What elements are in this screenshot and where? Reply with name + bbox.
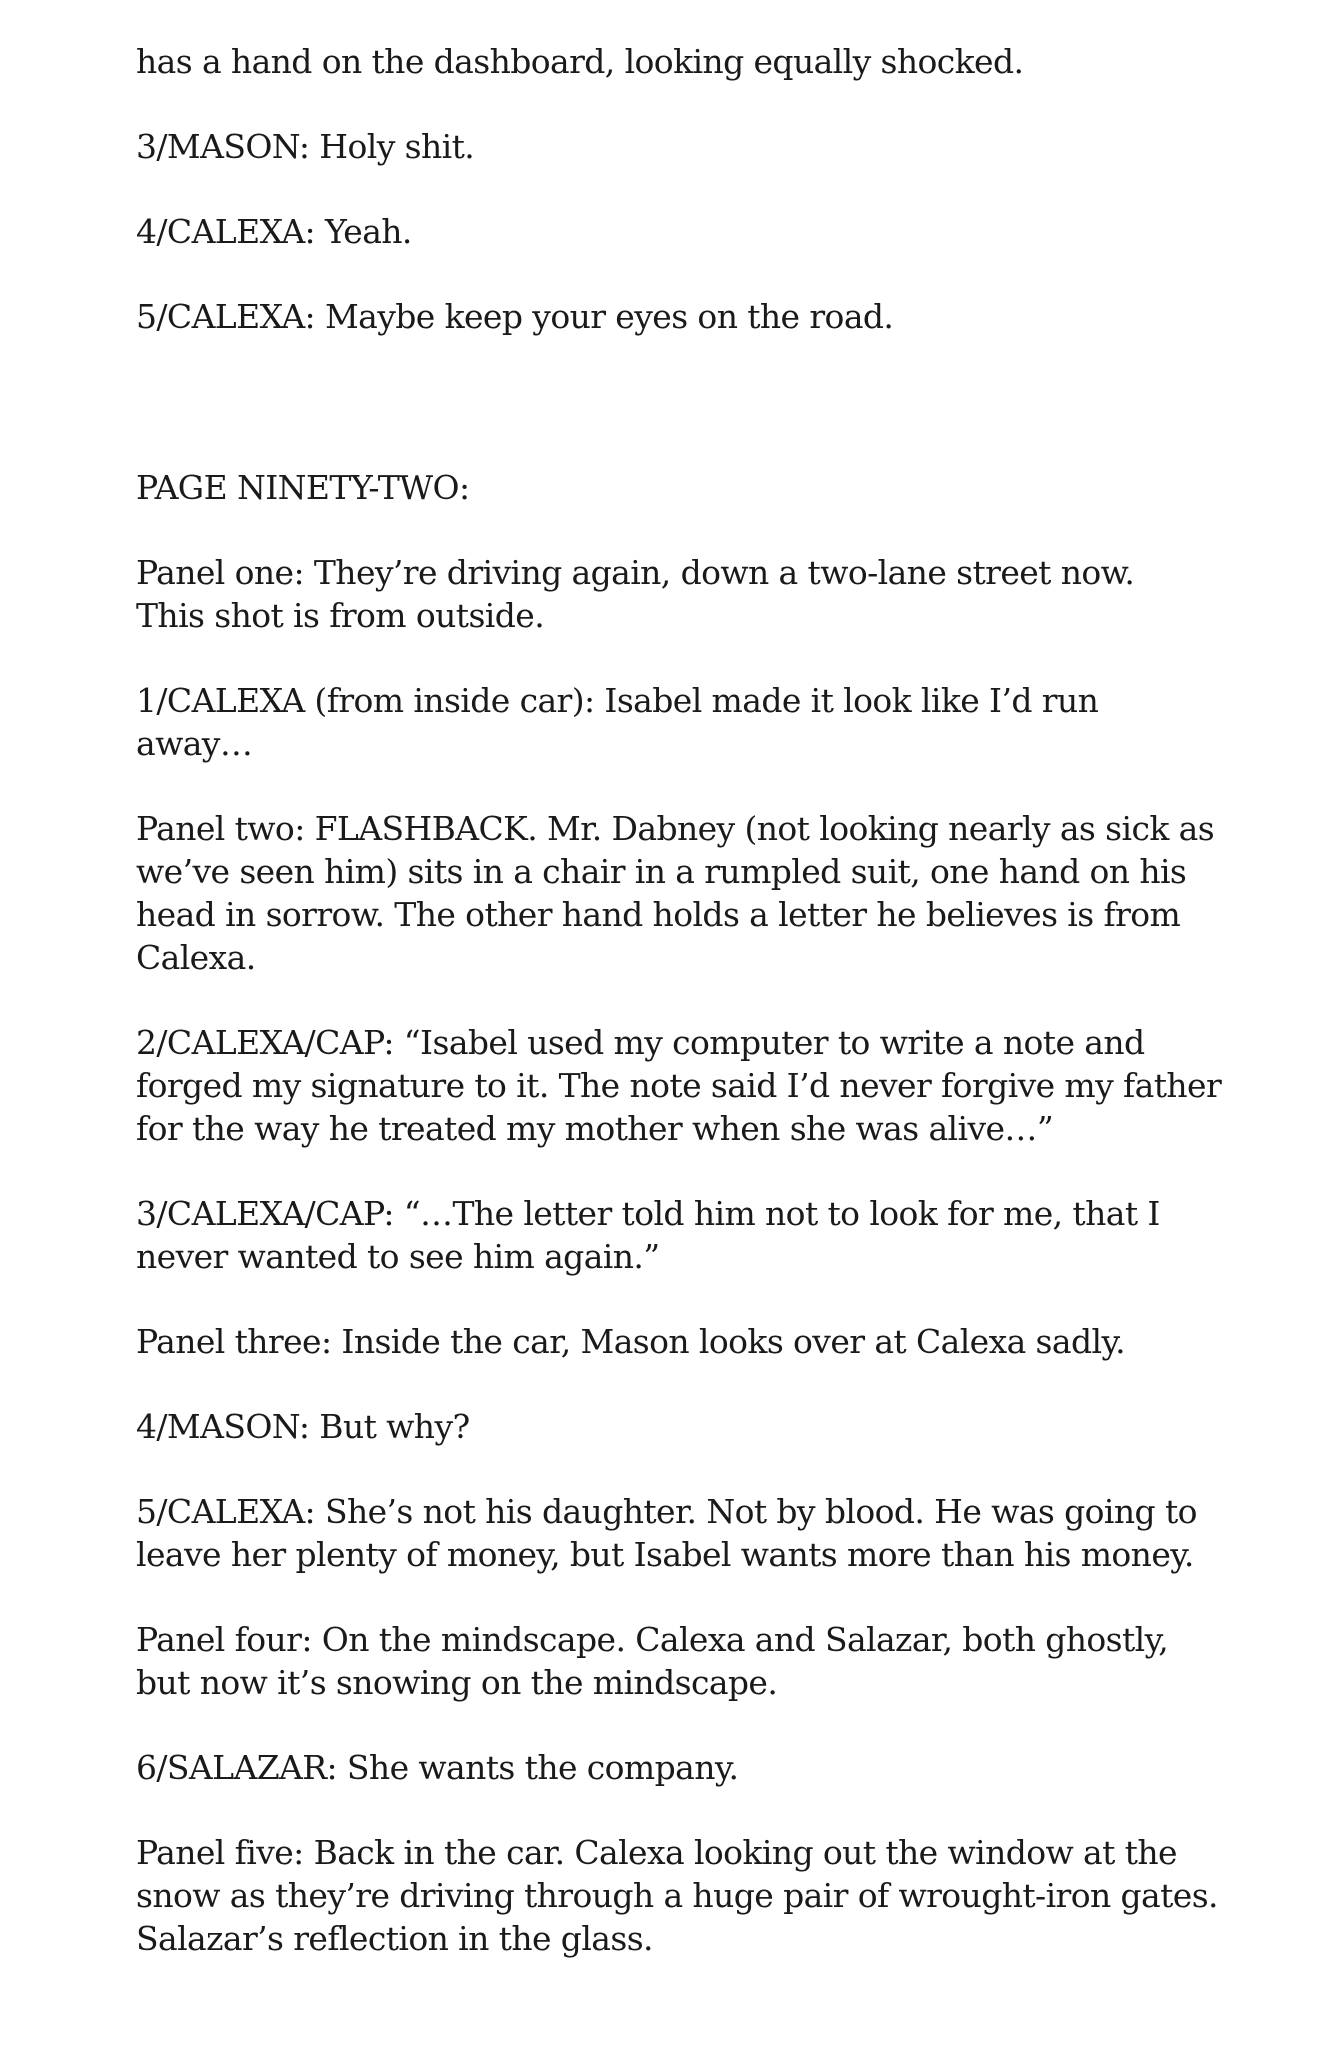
text-line: 5/CALEXA: Maybe keep your eyes on the road.: [136, 297, 894, 336]
text-line: but now it’s snowing on the mindscape.: [136, 1663, 778, 1702]
text-line: never wanted to see him again.”: [136, 1237, 660, 1276]
text-line: away…: [136, 724, 253, 763]
text-line: Panel five: Back in the car. Calexa looking out the window at the: [136, 1833, 1177, 1872]
panel-five-description: [136, 1831, 1286, 1960]
text-line: head in sorrow. The other hand holds a letter he believes is from: [136, 895, 1181, 934]
text-line: Calexa.: [136, 938, 256, 977]
caption-3-calexa: [136, 1192, 1286, 1278]
text-line: snow as they’re driving through a huge pair of wrought-iron gates.: [136, 1876, 1218, 1915]
text-line: Panel two: FLASHBACK. Mr. Dabney (not looking nearly as sick as: [136, 809, 1215, 848]
text-line: 4/CALEXA: Yeah.: [136, 212, 412, 251]
panel-one-description: [136, 551, 1286, 637]
text-line: 6/SALAZAR: She wants the company.: [136, 1748, 739, 1787]
text-line: This shot is from outside.: [136, 596, 545, 635]
panel-two-description: [136, 807, 1286, 979]
dialogue-4-calexa: [136, 210, 1286, 253]
text-line: 4/MASON: But why?: [136, 1407, 470, 1446]
text-line: 3/CALEXA/CAP: “…The letter told him not to look for me, that I: [136, 1194, 1160, 1233]
text-line: we’ve seen him) sits in a chair in a rumpled suit, one hand on his: [136, 852, 1187, 891]
text-line: forged my signature to it. The note said I’d never forgive my father: [136, 1066, 1222, 1105]
text-line: 2/CALEXA/CAP: “Isabel used my computer to write a note and: [136, 1023, 1145, 1062]
panel-three-description: [136, 1320, 1286, 1363]
page-heading: [136, 466, 1286, 509]
text-line: PAGE NINETY-TWO:: [136, 468, 470, 507]
text-line: 3/MASON: Holy shit.: [136, 127, 475, 166]
dialogue-1-calexa: [136, 679, 1286, 765]
text-line: 1/CALEXA (from inside car): Isabel made it look like I’d run: [136, 681, 1099, 720]
text-line: leave her plenty of money, but Isabel wants more than his money.: [136, 1535, 1194, 1574]
text-line: Salazar’s reflection in the glass.: [136, 1919, 653, 1958]
text-line: has a hand on the dashboard, looking equally shocked.: [136, 42, 1024, 81]
text-line: for the way he treated my mother when she was alive…”: [136, 1109, 1054, 1148]
text-line: Panel one: They’re driving again, down a two-lane street now.: [136, 553, 1135, 592]
dialogue-5-calexa-b: [136, 1490, 1286, 1576]
text-line: Panel three: Inside the car, Mason looks over at Calexa sadly.: [136, 1322, 1125, 1361]
text-line: 5/CALEXA: She’s not his daughter. Not by blood. He was going to: [136, 1492, 1197, 1531]
action-line-dashboard: [136, 40, 1286, 83]
panel-four-description: [136, 1618, 1286, 1704]
dialogue-4-mason: [136, 1405, 1286, 1448]
caption-2-calexa: [136, 1021, 1286, 1150]
dialogue-5-calexa: [136, 295, 1286, 338]
dialogue-3-mason: [136, 125, 1286, 168]
text-line: Panel four: On the mindscape. Calexa and Salazar, both ghostly,: [136, 1620, 1169, 1659]
dialogue-6-salazar: [136, 1746, 1286, 1789]
